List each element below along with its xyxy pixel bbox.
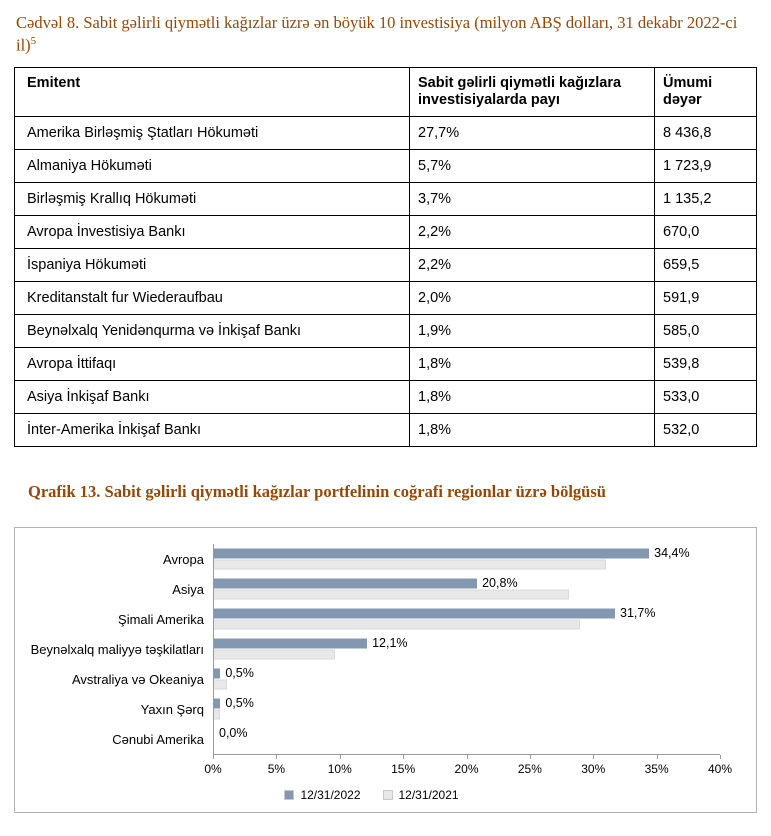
table-row <box>15 117 757 150</box>
cell-share: 2,2% <box>410 249 655 282</box>
cell-total-value: 1 723,9 <box>655 150 757 183</box>
table-caption <box>16 12 755 57</box>
geographic-distribution-chart <box>14 527 757 813</box>
x-axis-area <box>204 754 733 780</box>
cell-emitent: Almaniya Hökuməti <box>15 150 410 183</box>
cell-emitent: Birləşmiş Krallıq Hökuməti <box>15 183 410 216</box>
bar-group <box>214 636 720 660</box>
tick-label: 0% <box>204 762 222 777</box>
cell-emitent: Avropa İnvestisiya Bankı <box>15 216 410 249</box>
cell-total-value: 8 436,8 <box>655 117 757 150</box>
value-label: 20,8% <box>482 576 518 591</box>
tick-mark <box>213 755 214 759</box>
cell-total-value: 670,0 <box>655 216 757 249</box>
cell-total-value: 585,0 <box>655 315 757 348</box>
legend-label: 12/31/2022 <box>300 788 361 803</box>
cell-emitent: Amerika Birləşmiş Ştatları Hökuməti <box>15 117 410 150</box>
bar-2022 <box>214 579 477 589</box>
tick-label: 25% <box>517 762 542 777</box>
bar-area <box>213 544 720 574</box>
bar-2022 <box>214 549 649 559</box>
value-label: 0,0% <box>219 726 248 741</box>
category-label: Avropa <box>163 551 204 567</box>
table-row <box>15 315 757 348</box>
cell-emitent: Beynəlxalq Yenidənqurma və İnkişaf Bankı <box>15 315 410 348</box>
tick-label: 20% <box>454 762 479 777</box>
x-axis-spacer <box>23 754 213 780</box>
legend <box>23 788 720 806</box>
bar-area <box>213 634 720 664</box>
tick-label: 10% <box>327 762 352 777</box>
bar-group <box>214 576 720 600</box>
cell-share: 1,9% <box>410 315 655 348</box>
cell-share: 5,7% <box>410 150 655 183</box>
chart-rows <box>23 544 720 754</box>
legend-item <box>284 788 360 802</box>
col-header-share: Sabit gəlirli qiymətli kağızlara investisiyalarda payı <box>410 68 655 117</box>
cell-emitent: Kreditanstalt fur Wiederaufbau <box>15 282 410 315</box>
cell-emitent: Asiya İnkişaf Bankı <box>15 381 410 414</box>
cell-share: 3,7% <box>410 183 655 216</box>
bar-2021 <box>214 680 227 690</box>
investments-table <box>14 67 757 447</box>
category-label: Beynəlxalq maliyyə təşkilatları <box>30 641 204 657</box>
x-axis <box>23 754 733 780</box>
bar-2022 <box>214 609 615 619</box>
bar-area <box>213 664 720 694</box>
bar-area <box>213 724 720 754</box>
value-label: 12,1% <box>372 636 408 651</box>
value-label: 0,5% <box>225 666 254 681</box>
cell-emitent: İspaniya Hökuməti <box>15 249 410 282</box>
tick-label: 35% <box>644 762 669 777</box>
table-header-row <box>15 68 757 117</box>
table-row <box>15 414 757 447</box>
tick-mark <box>276 755 277 759</box>
table-row <box>15 249 757 282</box>
table-row <box>15 348 757 381</box>
chart-category-row <box>23 724 720 754</box>
bar-group <box>214 696 720 720</box>
bar-group <box>214 546 720 570</box>
cell-total-value: 539,8 <box>655 348 757 381</box>
legend-swatch <box>383 790 393 800</box>
bar-2021 <box>214 560 606 570</box>
tick-mark <box>657 755 658 759</box>
tick-mark <box>403 755 404 759</box>
bar-area <box>213 694 720 724</box>
bar-2022 <box>214 639 367 649</box>
cell-share: 1,8% <box>410 381 655 414</box>
table-row <box>15 150 757 183</box>
bar-area <box>213 574 720 604</box>
legend-label: 12/31/2021 <box>398 788 459 803</box>
legend-swatch <box>284 790 294 800</box>
bar-group <box>214 666 720 690</box>
bar-2022 <box>214 669 220 679</box>
chart-category-row <box>23 574 720 604</box>
category-label: Şimali Amerika <box>118 611 204 627</box>
cell-share: 27,7% <box>410 117 655 150</box>
tick-label: 5% <box>267 762 286 777</box>
chart-category-row <box>23 664 720 694</box>
cell-total-value: 591,9 <box>655 282 757 315</box>
tick-label: 40% <box>707 762 733 777</box>
cell-share: 1,8% <box>410 348 655 381</box>
col-header-emitent: Emitent <box>15 68 410 117</box>
tick-mark <box>467 755 468 759</box>
legend-item <box>383 788 459 802</box>
bar-area <box>213 604 720 634</box>
category-label: Avstraliya və Okeaniya <box>72 671 204 687</box>
cell-share: 2,2% <box>410 216 655 249</box>
chart-category-row <box>23 694 720 724</box>
table-caption-text: Cədvəl 8. Sabit gəlirli qiymətli kağızlar üzrə ən böyük 10 investisiya (milyon ABŞ dolları, 31 dekabr 2022-ci il) <box>16 13 738 55</box>
table-row <box>15 381 757 414</box>
chart-caption: Qrafik 13. Sabit gəlirli qiymətli kağızlar portfelinin coğrafi regionlar üzrə bölgüsü <box>28 482 606 502</box>
tick-mark <box>340 755 341 759</box>
table-row <box>15 216 757 249</box>
tick-label: 15% <box>391 762 416 777</box>
footnote-ref: 5 <box>30 35 37 48</box>
category-label: Yaxın Şərq <box>140 701 204 717</box>
cell-total-value: 533,0 <box>655 381 757 414</box>
chart-category-row <box>23 604 720 634</box>
value-label: 34,4% <box>654 546 690 561</box>
cell-share: 2,0% <box>410 282 655 315</box>
cell-total-value: 532,0 <box>655 414 757 447</box>
value-label: 31,7% <box>620 606 656 621</box>
cell-share: 1,8% <box>410 414 655 447</box>
tick-mark <box>720 755 721 759</box>
cell-total-value: 1 135,2 <box>655 183 757 216</box>
table-row <box>15 183 757 216</box>
cell-emitent: Avropa İttifaqı <box>15 348 410 381</box>
bar-2021 <box>214 650 335 660</box>
cell-emitent: İnter-Amerika İnkişaf Bankı <box>15 414 410 447</box>
bar-2021 <box>214 620 580 630</box>
bar-2022 <box>214 699 220 709</box>
bar-2021 <box>214 590 569 600</box>
cell-total-value: 659,5 <box>655 249 757 282</box>
col-header-total-value: Ümumi dəyər <box>655 68 757 117</box>
value-label: 0,5% <box>225 696 254 711</box>
category-label: Asiya <box>172 581 204 597</box>
table-row <box>15 282 757 315</box>
chart-category-row <box>23 544 720 574</box>
tick-label: 30% <box>581 762 606 777</box>
table-body <box>15 117 757 447</box>
category-label: Cənubi Amerika <box>112 731 204 747</box>
chart-category-row <box>23 634 720 664</box>
bar-2021 <box>214 710 220 720</box>
tick-mark <box>593 755 594 759</box>
tick-mark <box>530 755 531 759</box>
